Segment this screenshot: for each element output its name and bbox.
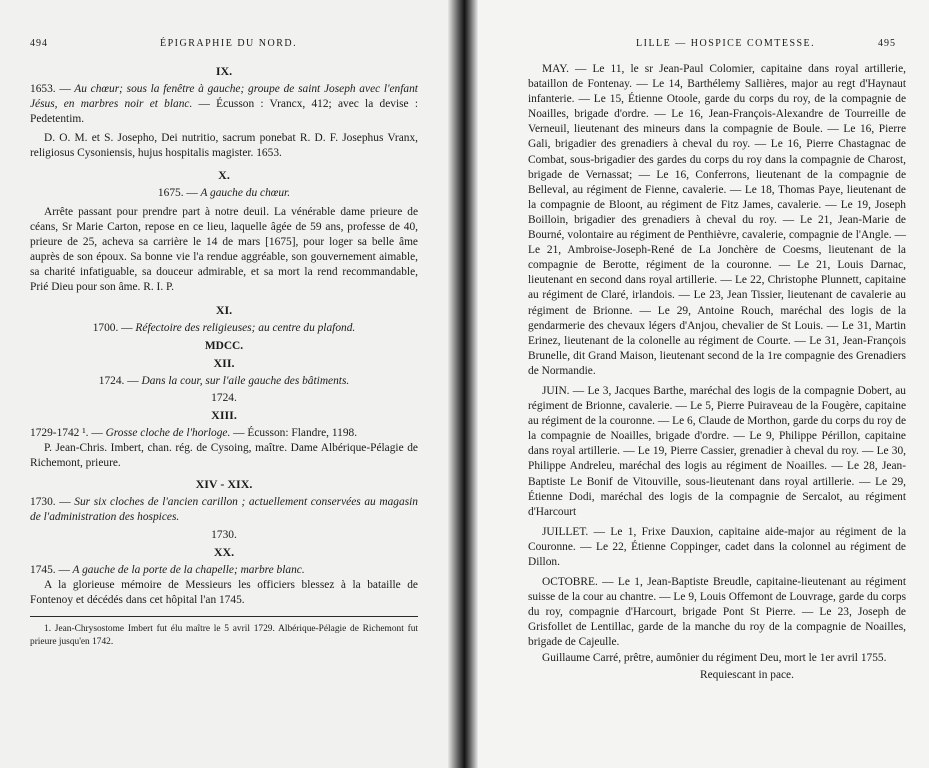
inscription-date: MDCC. — [204, 339, 244, 352]
month-paragraph-may: MAY. — Le 11, le sr Jean-Paul Colomier, capitaine dans royal artillerie, bataillon de Fontenay. — Le 14, Barthélemy Sallières, major au regt d'Haynaut infanterie. — Le 15, Étienne Otoole, garde du corps du roy, de la compagnie de Noailles, brigade d'ordre. — Le 16, Jean-François-Alexandre de Tourreille de Verneuil, lieutenant des mineurs dans la compagnie de Boule. — Le 16, Pierre Gali, brigadier des grenadiers à cheval du roy. — Le 16, Pierre Chastagnac de Combat, sous-brigadier des gardes du corps du roy dans la compagnie de Charost, brigade de Vernassat; — Le 16, Conferrons, lieutenant de la compagnie de Belleval, au régiment de Fienne, cavalerie. — Le 18, Thomas Paye, lieutenant de la compagnie de Bloont, au régiment de Fitz James, cavalerie. — Le 19, Joseph Boilloin, brigadier des grenadiers à cheval du roy. — Le 21, Jean-Marie de Bourné, volontaire au régiment de Penthièvre, cavalerie, compagnie de l'Angle. — Le 21, Ambroise-Joseph-René de La Jonchère de Coesms, lieutenant de la compagnie de Berotte, régiment de la couronne. — Le 21, Louis Darnac, lieutenant en second dans royal artillerie. — Le 22, Christophe Plunnett, capitaine au régiment de Claré, irlandois. — Le 23, Jean Tissier, lieutenant de cavalerie au régiment de Brionne. — Le 29, Antoine Rouch, maréchal des logis de la gendarmerie des chevaux légers d'Anjou, chevalier de St Louis. — Le 31, Martin Erinez, lieutenant de la colonelle au régiment de Courte. — Le 31, Jean-François Brunelle, dit Grand Maison, lieutenant second de la 1re compagnie des Grenadiers de Normandie. — [528, 63, 906, 377]
entry-location: Dans la cour, sur l'aile gauche des bâtiments. — [138, 374, 350, 387]
inscription-text: A la glorieuse mémoire de Messieurs les officiers blessez à la bataille de Fontenoy et décédés dans cet hôpital l'an 1745. — [30, 578, 418, 606]
month-paragraph-june: JUIN. — Le 3, Jacques Barthe, maréchal des logis de la compagnie Dobert, au régiment de Brionne, cavalerie. — Le 5, Pierre Puiraveau de la Fougère, capitaine au régiment de la couronne. — Le 6, Claude de Morthon, garde du corps du roy de la compagnie de Noailles, brigade d'ordre. — Le 9, Philippe Périllon, capitaine dans royal artillerie. — Le 19, Pierre Cassier, grenadier à cheval du roy. — Le 30, Philippe Andreleu, maréchal des logis au régiment de Noailles. — Le 28, Jean-Baptiste Le Bonif de Vitouville, sous-lieutenant dans royal artillerie. — Le 29, Étienne Dodi, maréchal des logis de la compagnie de Sercalot, au régiment d'Harcourt — [528, 384, 906, 518]
entry-description — [30, 82, 418, 127]
left-page-text — [30, 62, 418, 648]
entry-location: Réfectoire des religieuses; au centre du plafond. — [132, 322, 356, 335]
footnote-rule — [30, 616, 418, 617]
entry-description — [30, 321, 418, 336]
chaplain-paragraph: Guillaume Carré, prêtre, aumônier du régiment Deu, mort le 1er avril 1755. — [542, 651, 887, 664]
entry-location: Au chœur; sous la fenêtre à gauche; groupe de saint Joseph avec l'enfant Jésus, en marbres noir et blanc. — [30, 83, 418, 111]
month-paragraph-july: JUILLET. — Le 1, Frixe Dauxion, capitaine aide-major au régiment de la Couronne. — Le 22, Étienne Coppinger, cadet dans la colonnel au régiment de Dillon. — [528, 525, 906, 568]
inscription-text: D. O. M. et S. Josepho, Dei nutritio, sacrum ponebat R. D. F. Josephus Vranx, religiosus Cysoniensis, hujus hospitalis magister. 1653. — [30, 132, 418, 160]
entry-description — [30, 563, 418, 578]
entry-date: 1653. — — [30, 83, 71, 96]
entry-description — [30, 186, 418, 201]
entry-location: A gauche de la porte de la chapelle; marbre blanc. — [69, 563, 305, 576]
running-head: LILLE — HOSPICE COMTESSE. — [636, 38, 816, 49]
footnote: 1. Jean-Chrysostome Imbert fut élu maître le 5 avril 1729. Albérique-Pélagie de Richemont fut prieure jusqu'en 1742. — [30, 624, 418, 647]
inscription-date: 1724. — [211, 391, 237, 404]
entry-location: Grosse cloche de l'horloge. — [102, 426, 231, 439]
entry-number: X. — [218, 167, 230, 182]
entry-date: 1724. — — [98, 374, 139, 387]
entry-number: IX. — [215, 64, 233, 78]
entry-description — [30, 495, 418, 525]
inscription-date: 1730. — [211, 528, 237, 541]
running-head: ÉPIGRAPHIE DU NORD. — [160, 38, 298, 49]
entry-number: XI. — [215, 303, 233, 318]
entry-description — [30, 374, 418, 389]
book-gutter — [448, 0, 478, 768]
entry-escutcheon: — Écusson: Flandre, 1198. — [230, 426, 358, 439]
inscription-text: Arrête passant pour prendre part à notre deuil. La vénérable dame prieure de céans, Sr Marie Carton, repose en ce lieu, laquelle âgée de 59 ans, professe de 40, prieure de 25, acheva sa carrière le 14 de mars [1675], pour loger sa belle âme auprès de son époux. Sa bonne vie l'a rendue aggréable, son gouvernement aimable, sa charité infatiguable, sa douceur admirable, et sa mort la rend recommandable, Prié Dieu pour son âme. R. I. P. — [30, 205, 418, 294]
entry-date: 1730. — — [30, 496, 71, 509]
entry-number: XX. — [213, 544, 235, 559]
entry-date: 1700. — — [92, 322, 133, 335]
page-number: 495 — [878, 38, 896, 49]
inscription-text: P. Jean-Chris. Imbert, chan. rég. de Cysoing, maître. Dame Albérique-Pélagie de Richemont, prieure. — [30, 442, 418, 470]
closing-formula: Requiescant in pace. — [700, 668, 794, 681]
entry-date: 1729-1742 ¹. — — [30, 426, 103, 439]
page-number: 494 — [30, 38, 48, 49]
left-page — [0, 0, 448, 768]
entry-number: XIV - XIX. — [195, 477, 253, 492]
entry-location: Sur six cloches de l'ancien carillon ; actuellement conservées au magasin de l'administration des hospices. — [30, 496, 418, 524]
entry-date: 1675. — — [157, 186, 198, 199]
entry-description — [30, 426, 418, 441]
month-paragraph-october: OCTOBRE. — Le 1, Jean-Baptiste Breudle, capitaine-lieutenant au régiment suisse de la cour au chantre. — Le 9, Louis Offemont de Louvrage, garde du corps du roy, compagnie d'Harcourt, brigade Pont St Pierre. — Le 23, Joseph de Grisfollet de Lentillac, garde de la manche du roy de la compagnie de Noailles, brigade de Cajeulle. — [528, 576, 906, 649]
entry-location: A gauche du chœur. — [197, 186, 291, 199]
right-page — [478, 0, 929, 768]
entry-number: XIII. — [211, 407, 237, 422]
entry-number: XII. — [213, 355, 235, 370]
entry-date: 1745. — — [30, 563, 70, 576]
right-page-text — [528, 62, 906, 683]
entry-escutcheon: — Écusson : Vrancx, 412; avec la devise : Pedetentim. — [30, 98, 418, 126]
